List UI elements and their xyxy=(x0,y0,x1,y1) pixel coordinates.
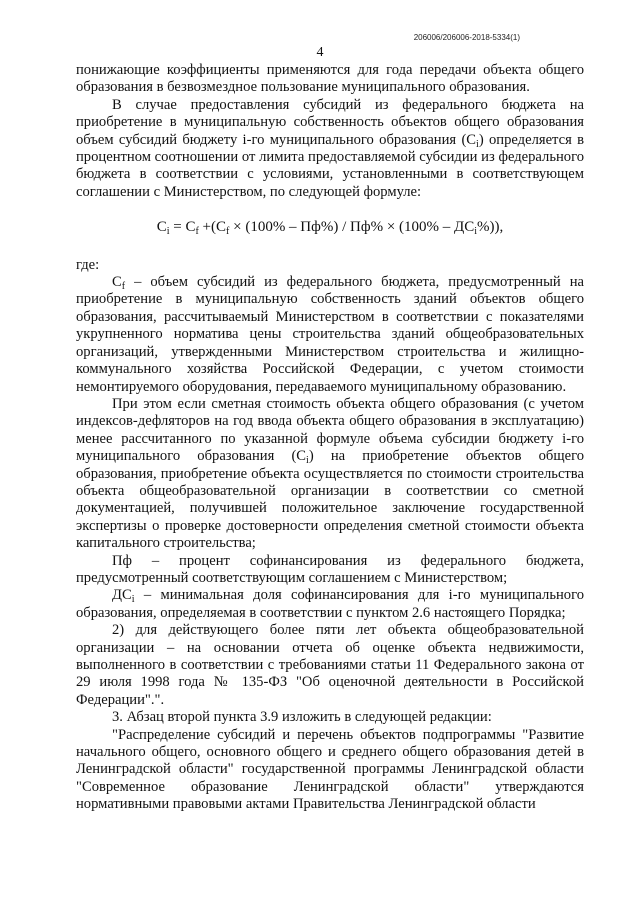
paragraph: В случае предоставления субсидий из федерального бюджета на приобретение в муниципальную собственность объектов общего образования объем субсидий бюджету i-го муниципального образования $(C_i)$ определяется в процентном соотношении от лимита предоставляемой субсидии из федерального бюджета в соответствии с условиями, установленными в соответствующем соглашении с Министерством, по следующей формуле: xyxy=(76,96,585,200)
paragraph: Пф – процент софинансирования из федерального бюджета, предусмотренный соответствующим соглашением с Министерством; xyxy=(76,552,584,586)
paragraph: понижающие коэффициенты применяются для года передачи объекта общего образования в безвозмездное пользование муниципального образования. xyxy=(76,62,584,96)
document-code: 206006/206006-2018-5334(1) xyxy=(413,33,520,42)
paragraph: $C_f$ – объем субсидий из федерального бюджета, предусмотренный на приобретение в муниципальную собственность зданий объектов общего образования, рассчитываемый Министерством в соответствии с показателями укрупненного норматива цены строительства зданий общеобразовательных организаций, утвержденными Министерством строительства и жилищно-коммунального хозяйства Российской Федерации, с учетом стоимости немонтируемого оборудования, передаваемого муниципальному образованию. xyxy=(76,274,584,395)
paragraph: 2) для действующего более пяти лет объекта общеобразовательной организации – на основании отчета об оценке объекта недвижимости, выполненного в соответствии с требованиями статьи 11 Федерального закона от 29 июля 1998 года № 135-ФЗ "Об оценочной деятельности в Российской Федерации".". xyxy=(76,622,584,708)
document-body xyxy=(76,62,584,814)
paragraph: При этом если сметная стоимость объекта общего образования (с учетом индексов-дефляторов на год ввода объекта общего образования в эксплуатацию) менее рассчитанного по указанной формуле объема субсидии бюджету i-го муниципального образования $(C_i)$ на приобретение объектов общего образования, приобретение объекта осуществляется по стоимости строительства объекта общеобразовательной организации в соответствии со сметной документацией, получившей положительное заключение государственной экспертизы о проверке достоверности определения сметной стоимости объекта капитального строительства; xyxy=(76,395,584,552)
paragraph: где: xyxy=(76,256,100,273)
paragraph: $ДС_i$ – минимальная доля софинансирования для i-го муниципального образования, определяемая в соответствии с пунктом 2.6 настоящего Порядка; xyxy=(76,587,584,621)
page-number: 4 xyxy=(316,45,324,60)
paragraph: "Распределение субсидий и перечень объектов подпрограммы "Развитие начального общего, основного общего и среднего общего образования детей в Ленинградской области" государственной программы Ленинградской области "Современное образование Ленинградской области" утверждаются нормативными правовыми актами Правительства Ленинградской области xyxy=(76,726,584,813)
formula: $C_i = C_f +(C_f \times (100\% - Пф\%) / Пф\% \times (100\% - ДС_i\%))$, xyxy=(156,219,504,238)
paragraph: 3. Абзац второй пункта 3.9 изложить в следующей редакции: xyxy=(112,709,492,726)
